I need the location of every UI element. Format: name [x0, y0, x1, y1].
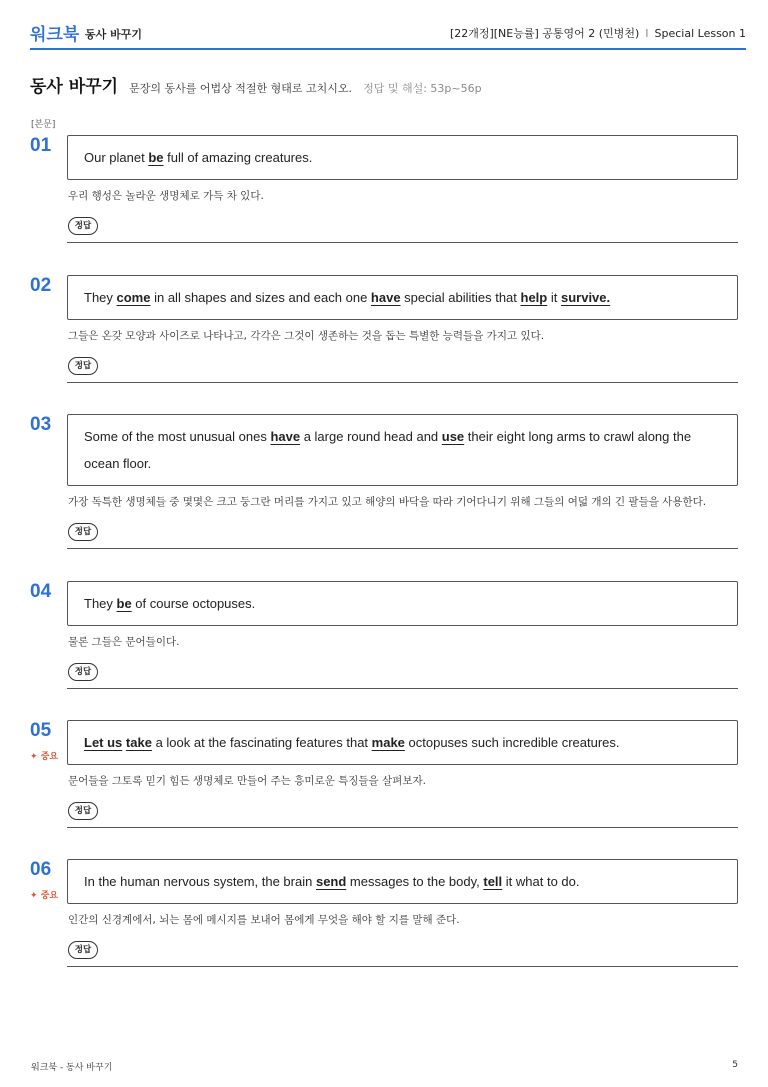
brand-title: 워크북: [30, 25, 80, 45]
answer-reference: 정답 및 해설: 53p~56p: [363, 82, 482, 95]
answer-line: [67, 688, 738, 689]
sentence-box: [67, 414, 738, 486]
target-verb: have: [370, 290, 401, 305]
important-badge: [30, 888, 58, 901]
target-verb: be: [116, 596, 132, 611]
sentence-text: They: [84, 596, 117, 611]
item-number: 06: [30, 859, 52, 880]
korean-translation: 인간의 신경계에서, 뇌는 몸에 메시지를 보내어 몸에게 무엇을 해야 할 지를 말해 준다.: [68, 914, 460, 926]
answer-button[interactable]: 정답: [68, 802, 98, 820]
target-verb: come: [116, 290, 151, 305]
target-verb: help: [520, 290, 548, 305]
answer-button[interactable]: 정답: [68, 663, 98, 681]
sentence-text: octopuses such incredible creatures.: [404, 735, 620, 750]
target-verb: survive.: [560, 290, 611, 305]
answer-button[interactable]: 정답: [68, 357, 98, 375]
sentence-text: a look at the fascinating features that: [151, 735, 372, 750]
item-number: 01: [30, 135, 52, 156]
sentence-text: Our planet: [84, 150, 149, 165]
answer-button[interactable]: 정답: [68, 941, 98, 959]
target-verb: have: [270, 429, 301, 444]
korean-translation: 우리 행성은 놀라운 생명체로 가득 차 있다.: [68, 190, 264, 202]
answer-line: [67, 548, 738, 549]
answer-line: [67, 966, 738, 967]
answer-line: [67, 827, 738, 828]
answer-button[interactable]: 정답: [68, 217, 98, 235]
sentence-box: [67, 720, 738, 765]
sentence-text: it what to do.: [502, 874, 580, 889]
korean-translation: 물론 그들은 문어들이다.: [68, 636, 180, 648]
page-header: [30, 20, 746, 50]
footer-label: 워크북 - 동사 바꾸기: [31, 1063, 113, 1073]
sentence-text: in all shapes and sizes and each one: [150, 290, 371, 305]
target-verb: be: [148, 150, 164, 165]
lesson-name: Special Lesson 1: [654, 27, 746, 40]
item-number: 02: [30, 275, 52, 296]
section-name: 동사 바꾸기: [85, 28, 142, 41]
sentence-text: full of amazing creatures.: [163, 150, 313, 165]
instruction-text: 문장의 동사를 어법상 적절한 형태로 고치시오.: [129, 82, 352, 95]
source-tag: [본문]: [31, 120, 56, 130]
target-verb: send: [315, 874, 347, 889]
sentence-text: They: [84, 290, 117, 305]
target-verb: Let us: [84, 735, 123, 750]
item-number: 05: [30, 720, 52, 741]
sentence-text: In the human nervous system, the brain: [84, 874, 316, 889]
target-verb: use: [441, 429, 465, 444]
sentence-text: special abilities that: [400, 290, 521, 305]
item-number: 03: [30, 414, 52, 435]
star-icon: ✦: [30, 752, 41, 762]
sentence-text: messages to the body,: [346, 874, 484, 889]
sentence-text: it: [547, 290, 561, 305]
page-number: 5: [732, 1060, 738, 1070]
sentence-text: Some of the most unusual ones: [84, 429, 271, 444]
star-icon: ✦: [30, 891, 41, 901]
item-number: 04: [30, 581, 52, 602]
answer-line: [67, 382, 738, 383]
badge-label: 중요: [40, 752, 59, 762]
answer-line: [67, 242, 738, 243]
sentence-text: a large round head and: [300, 429, 442, 444]
korean-translation: 문어들을 그토록 믿기 힘든 생명체로 만들어 주는 흥미로운 특징들을 살펴보자.: [68, 775, 426, 787]
separator: I: [645, 27, 649, 40]
badge-label: 중요: [40, 891, 59, 901]
course-title: [22개정][NE능률] 공통영어 2 (민병천): [449, 27, 640, 40]
sentence-box: [67, 581, 738, 626]
important-badge: [30, 749, 58, 762]
korean-translation: 그들은 온갖 모양과 사이즈로 나타나고, 각각은 그것이 생존하는 것을 돕는 특별한 능력들을 가지고 있다.: [68, 330, 545, 342]
sentence-box: [67, 275, 738, 320]
answer-button[interactable]: 정답: [68, 523, 98, 541]
target-verb: tell: [483, 874, 503, 889]
course-info: [450, 25, 746, 41]
korean-translation: 가장 독특한 생명체들 중 몇몇은 크고 둥그란 머리를 가지고 있고 해양의 바닥을 따라 기어다니기 위해 그들의 여덟 개의 긴 팔들을 사용한다.: [68, 496, 707, 508]
sentence-text: their eight long arms to crawl along the ocean floor.: [84, 429, 692, 471]
sentence-box: [67, 135, 738, 180]
target-verb: take: [125, 735, 152, 750]
page-title: 동사 바꾸기: [30, 77, 119, 97]
target-verb: make: [371, 735, 405, 750]
sentence-text: of course octopuses.: [131, 596, 256, 611]
title-row: [30, 72, 746, 97]
sentence-box: [67, 859, 738, 904]
